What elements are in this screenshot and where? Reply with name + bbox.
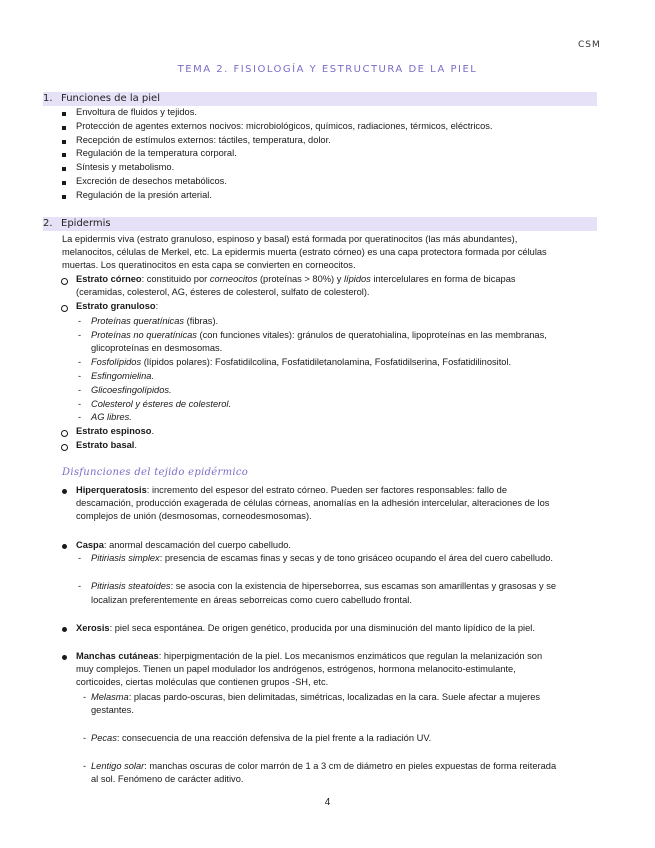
page-title: TEMA 2. FISIOLOGÍA Y ESTRUCTURA DE LA PIEL	[177, 64, 478, 75]
caspa-steatoides-line: Pitiriasis steatoides: se asocia con la existencia de hiperseborrea, sus escamas son amarillentas y grasosas y se	[91, 581, 557, 591]
dash-bullet: -	[78, 316, 82, 326]
melasma-line: gestantes.	[91, 705, 134, 715]
bullet-dot	[62, 544, 67, 549]
list-item: Protección de agentes externos nocivos: microbiológicos, químicos, radiaciones, térmicos, eléctricos.	[76, 121, 493, 131]
bullet-circle	[61, 430, 68, 437]
dash-bullet: -	[78, 553, 82, 563]
epidermis-intro-line: La epidermis viva (estrato granuloso, espinoso y basal) está formada por queratinocitos (las más abundantes),	[62, 234, 518, 244]
bullet-square	[62, 153, 66, 157]
caspa-steatoides-line: localizan preferentemente en áreas seborreicas como cuero cabelludo frontal.	[91, 595, 412, 605]
melasma-line: Melasma: placas pardo-oscuras, bien delimitadas, simétricas, localizadas en la cara. Suele afectar a mujeres	[91, 692, 541, 702]
lentigo-line: Lentigo solar: manchas oscuras de color marrón de 1 a 3 cm de diámetro en pieles expuestas de forma reiterada	[91, 761, 557, 771]
hiperqueratosis-line: descamación, producción exagerada de células córneas, anomalías en la adhesión intercelular, alteraciones de los	[76, 498, 550, 508]
granuloso-item: Fosfolípidos (lípidos polares): Fosfatidilcolina, Fosfatidiletanolamina, Fosfatidilserina, Fosfatidilinositol.	[91, 357, 512, 367]
list-item: Regulación de la temperatura corporal.	[76, 148, 237, 158]
bullet-dot	[62, 627, 67, 632]
dash-bullet: -	[78, 371, 82, 381]
disfunciones-subheading: Disfunciones del tejido epidérmico	[62, 467, 249, 478]
hiperqueratosis-line: complejos de unión (desmosomas, corneodesmosomas).	[76, 511, 312, 521]
list-item: Excreción de desechos metabólicos.	[76, 176, 227, 186]
bullet-square	[62, 112, 66, 116]
dash-bullet: -	[78, 330, 82, 340]
bullet-dot	[62, 655, 67, 660]
dash-bullet: -	[83, 692, 87, 702]
section-title: Funciones de la piel	[61, 93, 160, 104]
section-number: 1.	[43, 93, 53, 104]
estrato-espinoso-line: Estrato espinoso.	[76, 426, 155, 436]
list-item: Regulación de la presión arterial.	[76, 190, 212, 200]
bullet-square	[62, 167, 66, 171]
list-item: Recepción de estímulos externos: táctiles, temperatura, dolor.	[76, 135, 331, 145]
section-number: 2.	[43, 218, 53, 229]
bullet-square	[62, 140, 66, 144]
section-heading-funciones	[43, 92, 597, 106]
caspa-simplex-line: Pitiriasis simplex: presencia de escamas finas y secas y de tono grisáceo ocupando el área del cuero cabelludo.	[91, 553, 554, 563]
estrato-corneo-line: Estrato córneo: constituido por corneocitos (proteínas > 80%) y lípidos intercelulares en forma de bicapas	[76, 274, 516, 284]
granuloso-item: AG libres.	[91, 412, 132, 422]
dash-bullet: -	[78, 412, 82, 422]
xerosis-line: Xerosis: piel seca espontánea. De origen genético, producida por una disminución del manto lipídico de la piel.	[76, 623, 535, 633]
manchas-line: muy complejos. Tienen un papel modulador los andrógenos, estrógenos, hormona melanocito-estimulante,	[76, 664, 516, 674]
epidermis-intro-line: muertas. Los queratinocitos en esta capa se convierten en corneocitos.	[62, 260, 356, 270]
bullet-square	[62, 126, 66, 130]
granuloso-item-continuation: glicoproteínas en desmosomas.	[91, 343, 223, 353]
caspa-line: Caspa: anormal descamación del cuerpo cabelludo.	[76, 540, 291, 550]
dash-bullet: -	[78, 357, 82, 367]
granuloso-item: Esfingomielina.	[91, 371, 155, 381]
bullet-circle	[61, 444, 68, 451]
manchas-line: corticoides, ciertas moléculas que contienen grupos -SH, etc.	[76, 677, 329, 687]
dash-bullet: -	[78, 385, 82, 395]
hiperqueratosis-line: Hiperqueratosis: incremento del espesor del estrato córneo. Pueden ser factores responsables: fallo de	[76, 485, 507, 495]
bullet-dot	[62, 489, 67, 494]
granuloso-item: Proteínas queratínicas (fibras).	[91, 316, 219, 326]
granuloso-item: Proteínas no queratínicas (con funciones vitales): gránulos de queratohialina, lipoproteínas en las membranas,	[91, 330, 547, 340]
page-number: 4	[324, 797, 331, 808]
bullet-circle	[61, 305, 68, 312]
pecas-line: Pecas: consecuencia de una reacción defensiva de la piel frente a la radiación UV.	[91, 733, 432, 743]
epidermis-intro-line: melanocitos, células de Merkel, etc. La epidermis muerta (estrato córneo) es una capa protectora formada por células	[62, 247, 547, 257]
list-item: Envoltura de fluidos y tejidos.	[76, 107, 197, 117]
section-heading-epidermis	[43, 217, 597, 231]
estrato-granuloso-heading: Estrato granuloso:	[76, 301, 159, 311]
dash-bullet: -	[78, 581, 82, 591]
bullet-circle	[61, 278, 68, 285]
bullet-square	[62, 195, 66, 199]
estrato-corneo-line: (ceramidas, colesterol, AG, ésteres de colesterol, sulfato de colesterol).	[76, 287, 370, 297]
dash-bullet: -	[78, 399, 82, 409]
dash-bullet: -	[83, 761, 87, 771]
lentigo-line: al sol. Fenómeno de carácter aditivo.	[91, 774, 244, 784]
granuloso-item: Colesterol y ésteres de colesterol.	[91, 399, 232, 409]
author-initials: CSM	[578, 40, 601, 50]
list-item: Síntesis y metabolismo.	[76, 162, 175, 172]
manchas-line: Manchas cutáneas: hiperpigmentación de la piel. Los mecanismos enzimáticos que regulan la melanización son	[76, 651, 543, 661]
granuloso-item: Glicoesfingolípidos.	[91, 385, 172, 395]
estrato-basal-line: Estrato basal.	[76, 440, 137, 450]
dash-bullet: -	[83, 733, 87, 743]
section-title: Epidermis	[61, 218, 111, 229]
bullet-square	[62, 181, 66, 185]
